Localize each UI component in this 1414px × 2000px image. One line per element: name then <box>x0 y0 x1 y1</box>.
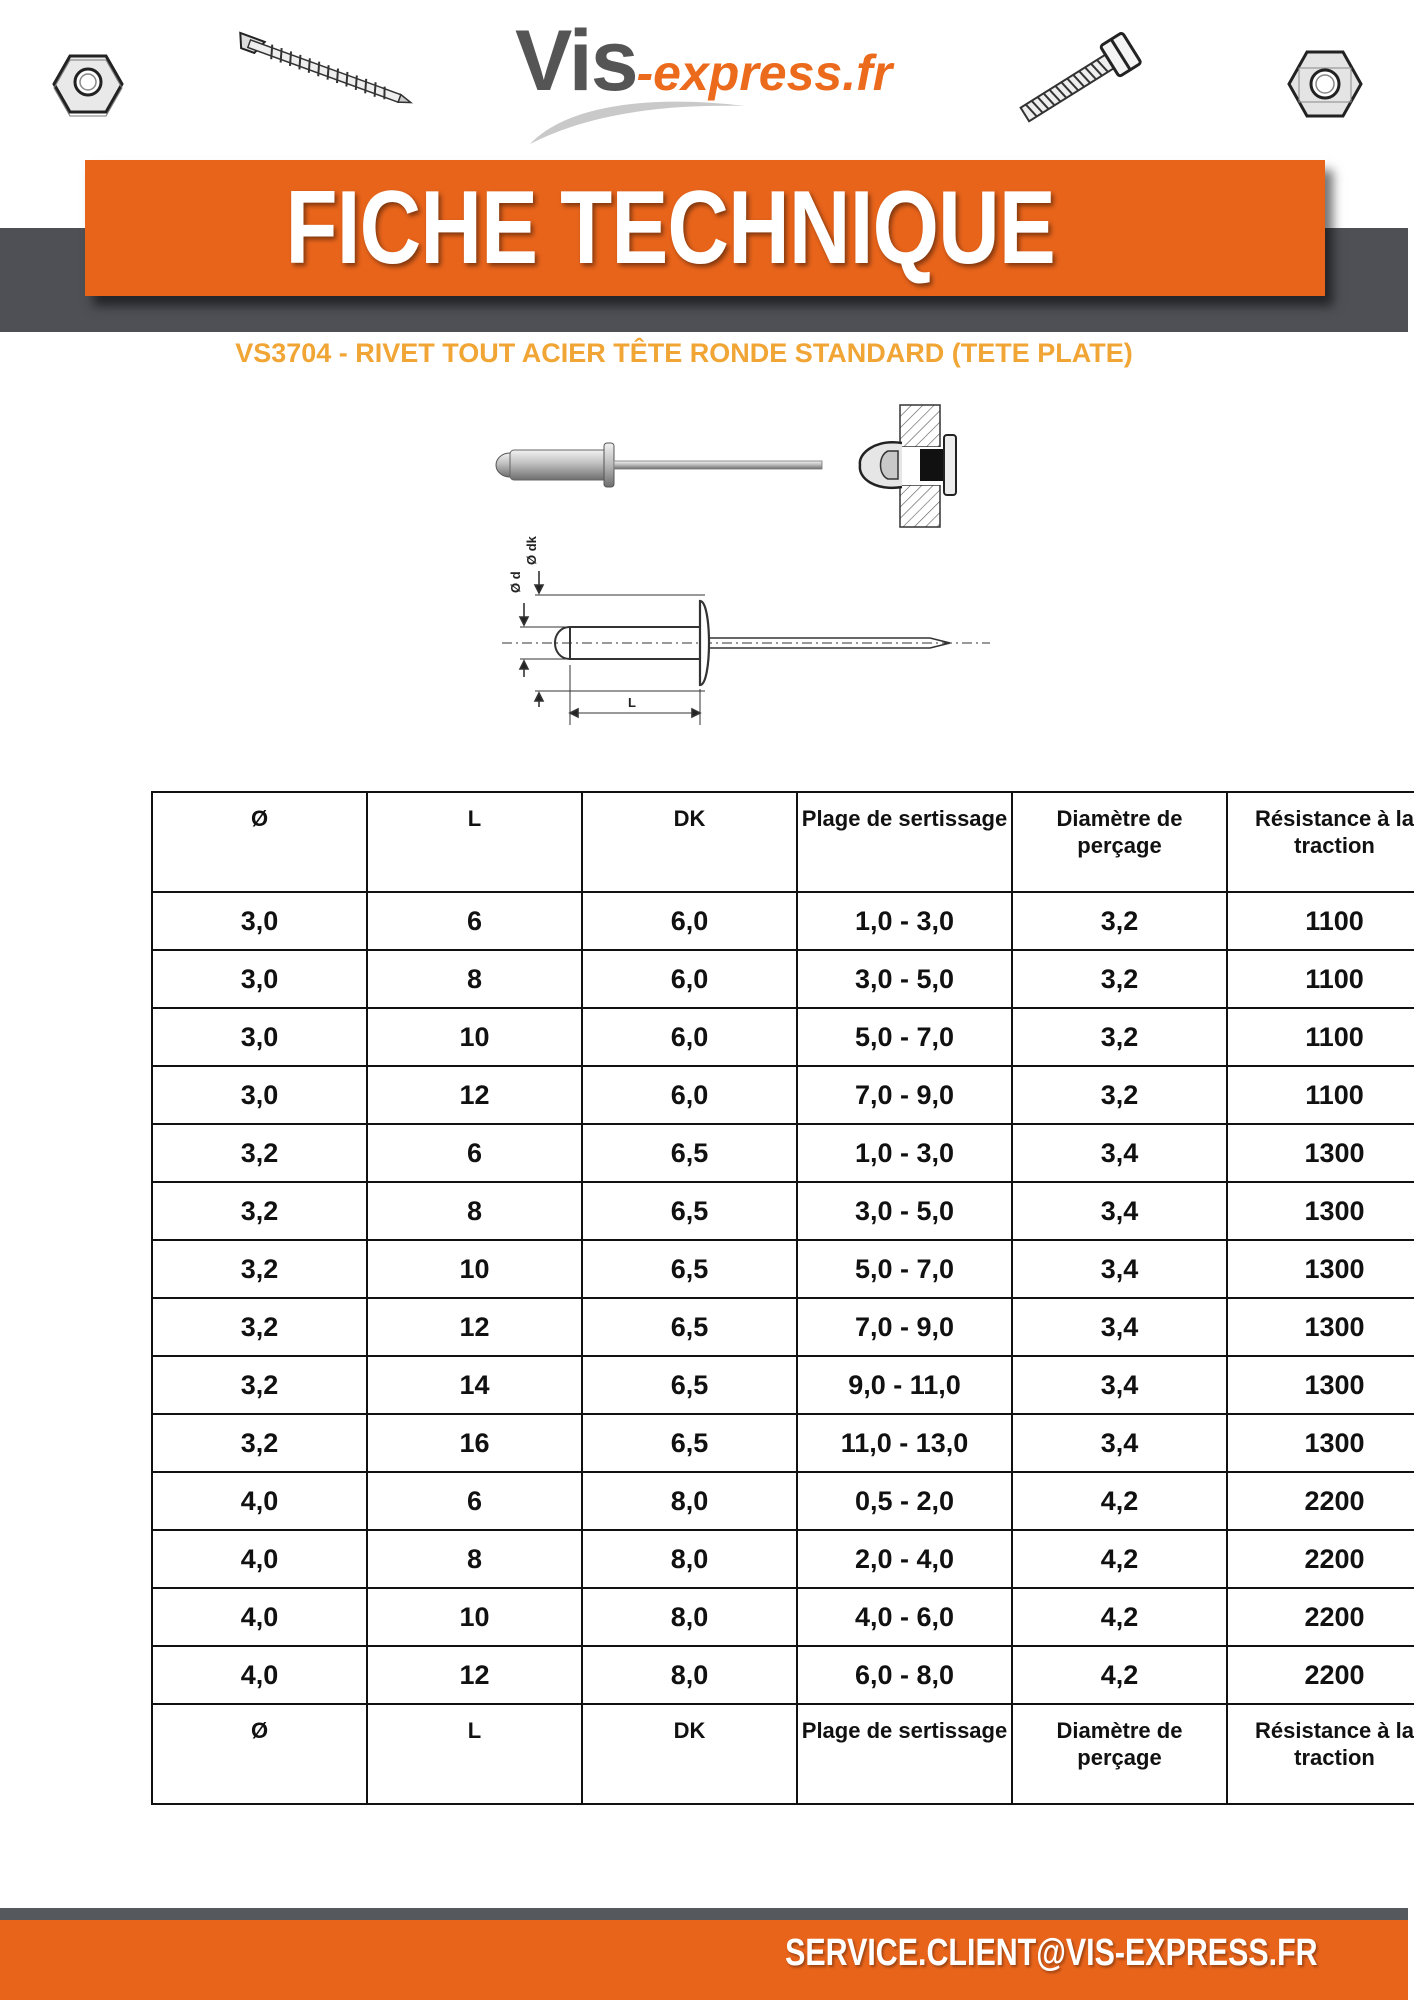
table-cell: 10 <box>367 1588 582 1646</box>
table-cell: 3,2 <box>152 1124 367 1182</box>
table-cell: 6,5 <box>582 1414 797 1472</box>
table-cell: 1100 <box>1227 892 1414 950</box>
table-row <box>152 950 1414 1008</box>
footer-diameter: Ø <box>152 1704 367 1804</box>
table-cell: 6,0 <box>582 1066 797 1124</box>
table-row <box>152 1588 1414 1646</box>
table-cell: 6,0 <box>582 950 797 1008</box>
table-cell: 4,0 <box>152 1530 367 1588</box>
table-row <box>152 1472 1414 1530</box>
header-grip-range: Plage de sertissage <box>797 792 1012 892</box>
table-cell: 1300 <box>1227 1414 1414 1472</box>
table-cell: 8 <box>367 950 582 1008</box>
rivet-photo-icon <box>496 443 822 487</box>
table-cell: 3,2 <box>152 1356 367 1414</box>
table-cell: 4,2 <box>1012 1530 1227 1588</box>
table-cell: 1100 <box>1227 1008 1414 1066</box>
table-cell: 4,0 <box>152 1472 367 1530</box>
table-cell: 3,4 <box>1012 1124 1227 1182</box>
footer-drill-diameter: Diamètre de perçage <box>1012 1704 1227 1804</box>
title-banner <box>85 160 1325 296</box>
table-row <box>152 1008 1414 1066</box>
table-cell: 2200 <box>1227 1646 1414 1704</box>
table-cell: 10 <box>367 1008 582 1066</box>
table-cell: 6 <box>367 1472 582 1530</box>
table-cell: 3,2 <box>152 1240 367 1298</box>
table-cell: 8,0 <box>582 1530 797 1588</box>
table-row <box>152 1414 1414 1472</box>
spec-table <box>151 791 1414 1805</box>
table-cell: 4,2 <box>1012 1472 1227 1530</box>
table-cell: 4,0 - 6,0 <box>797 1588 1012 1646</box>
table-cell: 3,0 <box>152 1066 367 1124</box>
footer-dk: DK <box>582 1704 797 1804</box>
table-cell: 2200 <box>1227 1530 1414 1588</box>
table-cell: 7,0 - 9,0 <box>797 1298 1012 1356</box>
footer-length: L <box>367 1704 582 1804</box>
table-cell: 3,0 <box>152 1008 367 1066</box>
table-cell: 12 <box>367 1066 582 1124</box>
vis-express-logo <box>515 12 905 142</box>
header-tensile-strength: Résistance à la traction <box>1227 792 1414 892</box>
footer-bar <box>0 1920 1408 2000</box>
table-cell: 12 <box>367 1646 582 1704</box>
machine-screw-icon <box>1005 30 1155 130</box>
table-cell: 3,4 <box>1012 1298 1227 1356</box>
table-cell: 6,5 <box>582 1356 797 1414</box>
header-diameter: Ø <box>152 792 367 892</box>
table-cell: 4,2 <box>1012 1646 1227 1704</box>
table-body <box>152 892 1414 1704</box>
table-cell: 8,0 <box>582 1646 797 1704</box>
table-cell: 3,4 <box>1012 1240 1227 1298</box>
rivet-technical-drawing <box>502 571 990 725</box>
table-cell: 12 <box>367 1298 582 1356</box>
table-cell: 9,0 - 11,0 <box>797 1356 1012 1414</box>
table-row <box>152 1356 1414 1414</box>
table-cell: 1100 <box>1227 950 1414 1008</box>
table-cell: 6,5 <box>582 1124 797 1182</box>
table-cell: 3,0 - 5,0 <box>797 950 1012 1008</box>
table-cell: 16 <box>367 1414 582 1472</box>
footer-tensile-strength: Résistance à la traction <box>1227 1704 1414 1804</box>
table-cell: 3,2 <box>152 1298 367 1356</box>
table-cell: 4,2 <box>1012 1588 1227 1646</box>
table-row <box>152 1646 1414 1704</box>
table-cell: 3,2 <box>1012 1008 1227 1066</box>
table-cell: 3,0 - 5,0 <box>797 1182 1012 1240</box>
service-email-link[interactable]: SERVICE.CLIENT@VIS-EXPRESS.FR <box>785 1932 1318 1974</box>
table-footer-row <box>152 1704 1414 1804</box>
table-cell: 6,0 - 8,0 <box>797 1646 1012 1704</box>
label-L: L <box>628 695 636 710</box>
logo-swoosh-icon <box>515 92 755 152</box>
table-cell: 3,4 <box>1012 1414 1227 1472</box>
table-cell: 4,0 <box>152 1588 367 1646</box>
table-row <box>152 1066 1414 1124</box>
product-title: VS3704 - RIVET TOUT ACIER TÊTE RONDE STANDARD (TETE PLATE) <box>235 338 1133 368</box>
table-cell: 1,0 - 3,0 <box>797 1124 1012 1182</box>
table-cell: 6 <box>367 892 582 950</box>
table-cell: 8,0 <box>582 1472 797 1530</box>
table-header-row <box>152 792 1414 892</box>
table-cell: 3,2 <box>1012 950 1227 1008</box>
table-cell: 1300 <box>1227 1182 1414 1240</box>
label-d: Ø d <box>508 571 523 593</box>
footer-grip-range: Plage de sertissage <box>797 1704 1012 1804</box>
logo-vis-text: Vis <box>515 13 637 109</box>
table-cell: 5,0 - 7,0 <box>797 1240 1012 1298</box>
table-cell: 10 <box>367 1240 582 1298</box>
table-cell: 1,0 - 3,0 <box>797 892 1012 950</box>
table-cell: 3,2 <box>1012 1066 1227 1124</box>
table-cell: 8 <box>367 1182 582 1240</box>
header-drill-diameter: Diamètre de perçage <box>1012 792 1227 892</box>
table-cell: 3,0 <box>152 892 367 950</box>
table-cell: 1300 <box>1227 1240 1414 1298</box>
table-cell: 1300 <box>1227 1356 1414 1414</box>
table-cell: 3,4 <box>1012 1182 1227 1240</box>
table-cell: 6,5 <box>582 1298 797 1356</box>
label-dk: Ø dk <box>524 536 539 565</box>
table-cell: 1300 <box>1227 1124 1414 1182</box>
wood-screw-icon <box>232 30 427 115</box>
table-cell: 3,2 <box>152 1414 367 1472</box>
table-row <box>152 892 1414 950</box>
table-cell: 3,0 <box>152 950 367 1008</box>
table-cell: 2200 <box>1227 1472 1414 1530</box>
header <box>0 0 1414 330</box>
banner-title: FICHE TECHNIQUE <box>285 169 1055 286</box>
table-cell: 1100 <box>1227 1066 1414 1124</box>
table-cell: 3,2 <box>152 1182 367 1240</box>
table-cell: 8,0 <box>582 1588 797 1646</box>
table-cell: 1300 <box>1227 1298 1414 1356</box>
table-cell: 7,0 - 9,0 <box>797 1066 1012 1124</box>
table-row <box>152 1298 1414 1356</box>
table-cell: 3,4 <box>1012 1356 1227 1414</box>
rivet-section-icon <box>860 405 956 527</box>
rivet-diagram <box>480 395 990 735</box>
table-cell: 6,0 <box>582 1008 797 1066</box>
header-length: L <box>367 792 582 892</box>
table-row <box>152 1530 1414 1588</box>
table-cell: 2200 <box>1227 1588 1414 1646</box>
table-cell: 6 <box>367 1124 582 1182</box>
table-row <box>152 1124 1414 1182</box>
table-cell: 14 <box>367 1356 582 1414</box>
table-row <box>152 1240 1414 1298</box>
table-cell: 11,0 - 13,0 <box>797 1414 1012 1472</box>
table-cell: 8 <box>367 1530 582 1588</box>
table-cell: 6,5 <box>582 1182 797 1240</box>
header-dk: DK <box>582 792 797 892</box>
footer-gray-band <box>0 1908 1408 1920</box>
hex-nut-icon <box>50 50 126 118</box>
table-cell: 3,2 <box>1012 892 1227 950</box>
table-cell: 2,0 - 4,0 <box>797 1530 1012 1588</box>
hex-nut-icon <box>1285 48 1365 120</box>
table-cell: 5,0 - 7,0 <box>797 1008 1012 1066</box>
logo-domain-text: -express.fr <box>636 45 893 101</box>
table-row <box>152 1182 1414 1240</box>
table-cell: 6,5 <box>582 1240 797 1298</box>
table-cell: 0,5 - 2,0 <box>797 1472 1012 1530</box>
table-cell: 6,0 <box>582 892 797 950</box>
table-cell: 4,0 <box>152 1646 367 1704</box>
